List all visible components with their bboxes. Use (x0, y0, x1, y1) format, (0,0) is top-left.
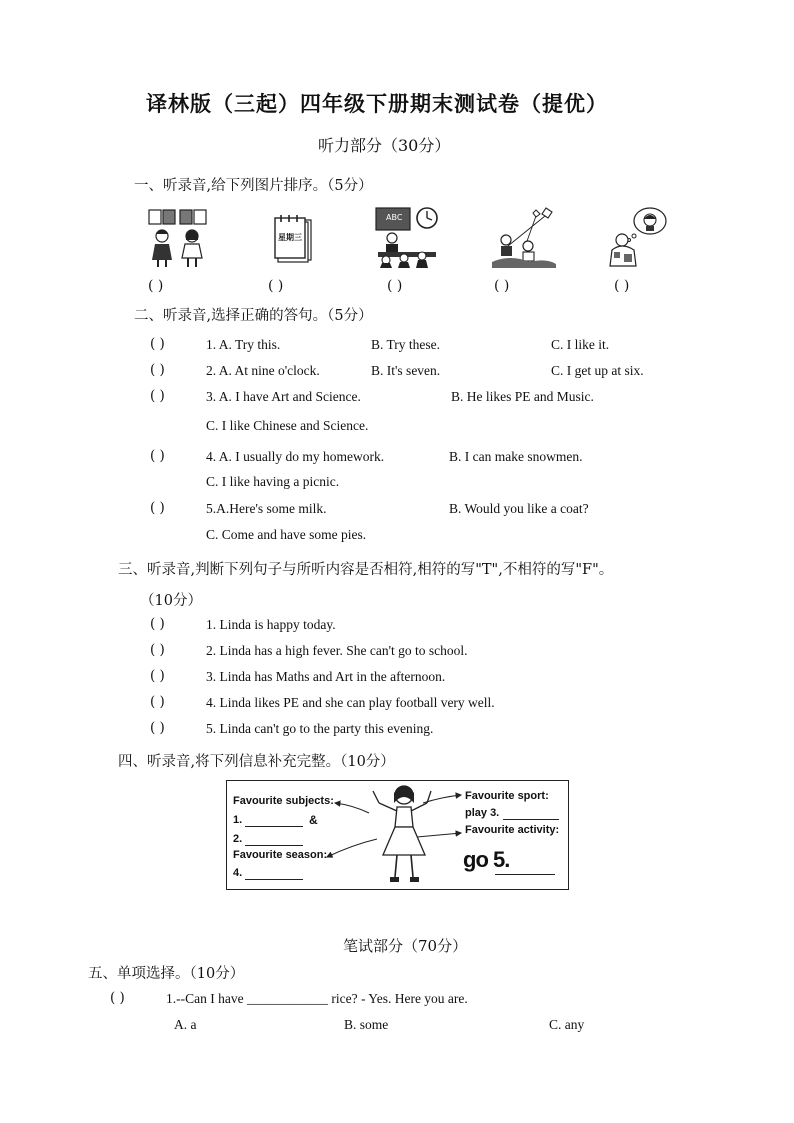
s2-q5-answer-blank[interactable]: ( ) (150, 500, 165, 516)
play-blank-3: play 3. (465, 807, 500, 819)
listening-part-title: 听力部分（30分） (318, 136, 451, 155)
s2-q3-option-c: C. I like Chinese and Science. (206, 418, 369, 433)
s3-item-1-answer-blank[interactable]: ( ) (150, 616, 165, 632)
s2-q5-option-c: C. Come and have some pies. (206, 527, 367, 542)
talking-kids-icon (146, 206, 210, 268)
s5-q1-option-a: A. a (174, 1017, 197, 1032)
s3-item-5: 5. Linda can't go to the party this evening. (206, 721, 434, 736)
page-title: 译林版（三起）四年级下册期末测试卷（提优） (146, 91, 608, 116)
s3-item-4-answer-blank[interactable]: ( ) (150, 694, 165, 710)
blank-5-line[interactable] (495, 874, 555, 875)
s2-q2-option-a: 2. A. At nine o'clock. (206, 363, 320, 378)
fav-season-label: Favourite season: (233, 849, 328, 861)
s3-item-2-answer-blank[interactable]: ( ) (150, 642, 165, 658)
picture-1-answer-blank[interactable]: ( ) (148, 278, 164, 294)
section-1-heading: 一、听录音,给下列图片排序。（5分） (134, 178, 373, 194)
picture-3-answer-blank[interactable]: ( ) (387, 278, 403, 294)
s2-q3-option-a: 3. A. I have Art and Science. (206, 389, 361, 404)
section-5-heading: 五、单项选择。（10分） (88, 966, 245, 982)
blank-4-number: 4. (233, 867, 243, 879)
go-blank-5: go 5. (463, 847, 510, 872)
calendar-day-label: 星期三 (278, 233, 302, 242)
s2-q5-option-a: 5.A.Here's some milk. (206, 501, 327, 516)
s2-q5-option-b: B. Would you like a coat? (449, 501, 589, 516)
s5-q1-option-c: C. any (549, 1017, 585, 1032)
written-part-title: 笔试部分（70分） (343, 937, 468, 955)
s3-item-1: 1. Linda is happy today. (206, 617, 336, 632)
s5-q1-question: 1.--Can I have ____________ rice? - Yes. Here you are. (166, 991, 468, 1006)
blank-3-line[interactable] (503, 819, 559, 820)
picture-5-answer-blank[interactable]: ( ) (614, 278, 630, 294)
blank-4-line[interactable] (245, 879, 303, 880)
fav-subjects-label: Favourite subjects: (233, 795, 334, 807)
s2-q4-answer-blank[interactable]: ( ) (150, 448, 165, 464)
section-2-heading: 二、听录音,选择正确的答句。（5分） (134, 308, 373, 324)
section-4-heading: 四、听录音,将下列信息补充完整。（10分） (118, 754, 395, 770)
ampersand: & (309, 813, 318, 827)
girl-figure (359, 781, 449, 887)
blank-2-line[interactable] (245, 845, 303, 846)
s2-q3-answer-blank[interactable]: ( ) (150, 388, 165, 404)
sick-boy-icon (608, 206, 668, 268)
blackboard-text: ABC (386, 213, 403, 222)
fav-activity-label: Favourite activity: (465, 824, 560, 836)
s5-q1-option-b: B. some (344, 1017, 389, 1032)
s2-q1-option-c: C. I like it. (551, 337, 610, 352)
calendar-icon (273, 214, 315, 264)
s2-q3-option-b: B. He likes PE and Music. (451, 389, 594, 404)
info-card (226, 780, 569, 890)
s3-item-3: 3. Linda has Maths and Art in the afternoon. (206, 669, 446, 684)
s3-item-2: 2. Linda has a high fever. She can't go to school. (206, 643, 468, 658)
s3-item-3-answer-blank[interactable]: ( ) (150, 668, 165, 684)
s2-q2-option-b: B. It's seven. (371, 363, 441, 378)
s2-q1-answer-blank[interactable]: ( ) (150, 336, 165, 352)
s5-q1-answer-blank[interactable]: ( ) (110, 990, 125, 1006)
blank-1-line[interactable] (245, 826, 303, 827)
section-3-heading: 三、听录音,判断下列句子与所听内容是否相符,相符的写"T",不相符的写"F"。 (118, 562, 614, 578)
s3-item-5-answer-blank[interactable]: ( ) (150, 720, 165, 736)
s2-q1-option-b: B. Try these. (371, 337, 441, 352)
s2-q4-option-a: 4. A. I usually do my homework. (206, 449, 385, 464)
s2-q1-option-a: 1. A. Try this. (206, 337, 281, 352)
section-3-score: （10分） (140, 593, 202, 609)
s3-item-4: 4. Linda likes PE and she can play football very well. (206, 695, 495, 710)
s2-q2-option-c: C. I get up at six. (551, 363, 644, 378)
blank-1-number: 1. (233, 814, 243, 826)
s2-q4-option-c: C. I like having a picnic. (206, 474, 340, 489)
kite-flying-icon (490, 206, 558, 268)
s2-q4-option-b: B. I can make snowmen. (449, 449, 583, 464)
picture-4-answer-blank[interactable]: ( ) (494, 278, 510, 294)
picture-2-answer-blank[interactable]: ( ) (268, 278, 284, 294)
s2-q2-answer-blank[interactable]: ( ) (150, 362, 165, 378)
blank-2-number: 2. (233, 833, 243, 845)
classroom-icon (374, 204, 440, 268)
fav-sport-label: Favourite sport: (465, 790, 549, 802)
